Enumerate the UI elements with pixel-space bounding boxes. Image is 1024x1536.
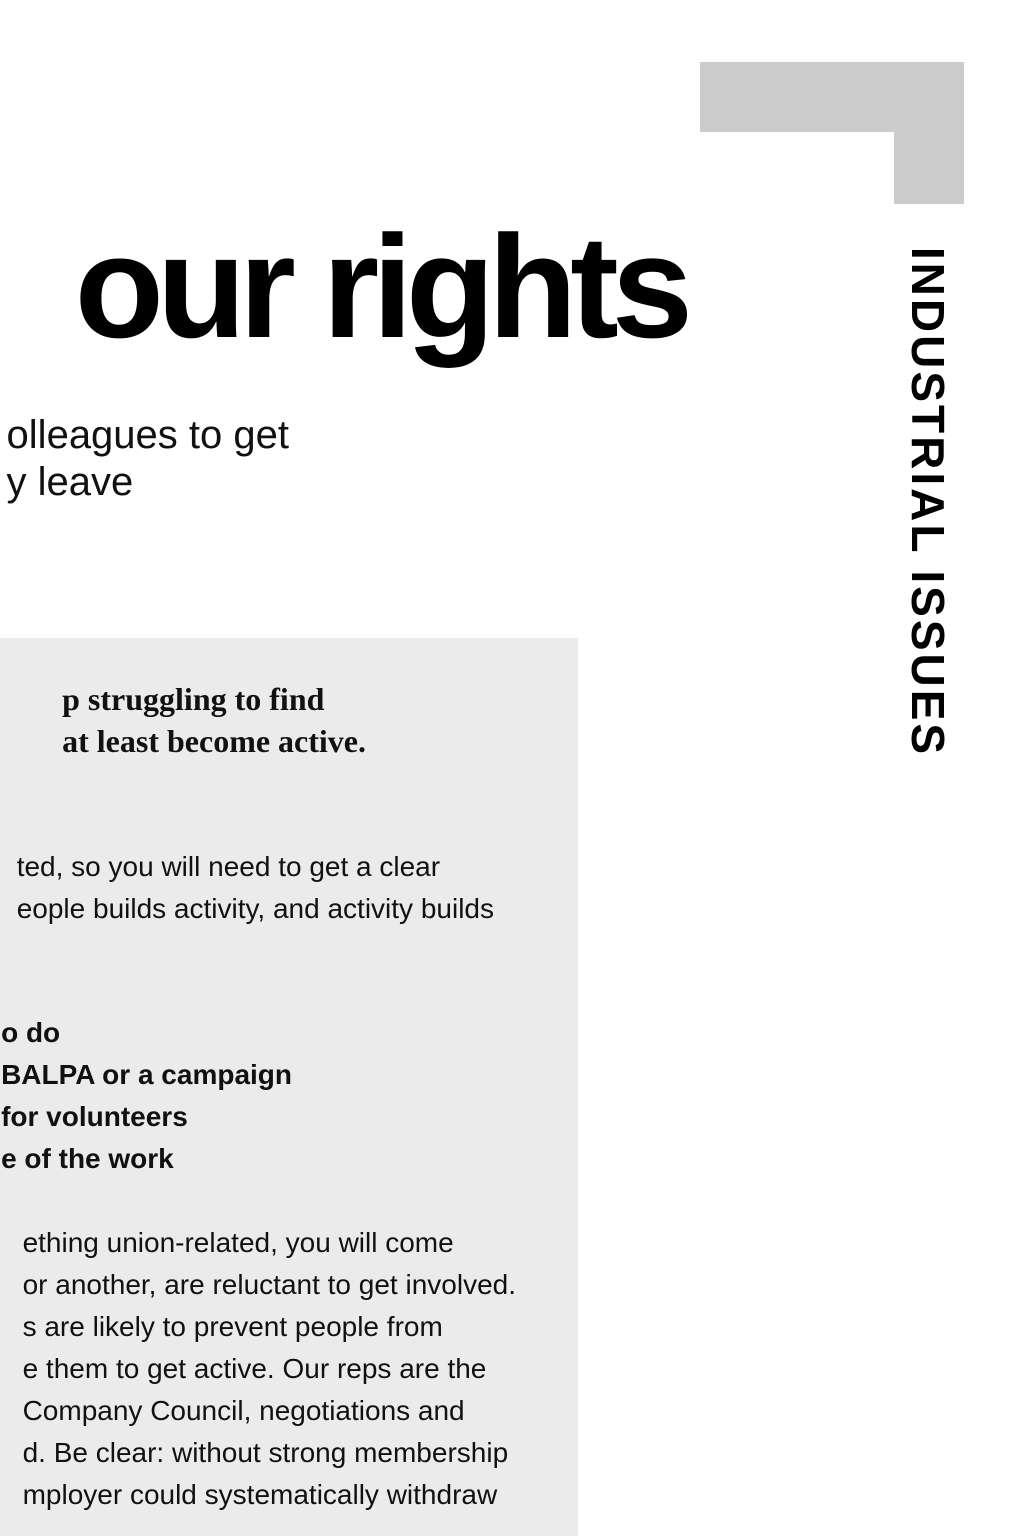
bold-list-item: e of the work (1, 1143, 174, 1174)
paragraph-line: eople builds activity, and activity builds (16, 893, 494, 924)
content-panel (0, 638, 578, 1536)
paragraph-line: e them to get active. Our reps are the (22, 1353, 487, 1384)
paragraph-line: mployer could systematically withdraw (22, 1479, 498, 1510)
corner-mark-vertical (894, 62, 964, 204)
panel-intro (62, 678, 366, 762)
paragraph-line: or another, are reluctant to get involved. (22, 1269, 516, 1300)
panel-bold-list (1, 1012, 292, 1180)
paragraph-line: s are likely to prevent people from (22, 1311, 443, 1342)
subheading (7, 412, 289, 506)
paragraph-line: ething union-related, you will come (22, 1227, 454, 1258)
panel-paragraph-2 (23, 1222, 516, 1516)
paragraph-line: d. Be clear: without strong membership (22, 1437, 509, 1468)
page-headline: our rights (74, 205, 686, 368)
bold-list-item: BALPA or a campaign (1, 1059, 292, 1090)
subheading-line: y leave (6, 460, 134, 504)
intro-line: at least become active. (62, 723, 366, 759)
panel-paragraph-1 (17, 846, 494, 930)
bold-list-item: for volunteers (1, 1101, 188, 1132)
paragraph-line: Company Council, negotiations and (22, 1395, 465, 1426)
section-label: INDUSTRIAL ISSUES (902, 246, 954, 758)
subheading-line: olleagues to get (6, 413, 289, 457)
paragraph-line: ted, so you will need to get a clear (16, 851, 441, 882)
bold-list-item: o do (1, 1017, 61, 1048)
intro-line: p struggling to find (62, 681, 325, 717)
